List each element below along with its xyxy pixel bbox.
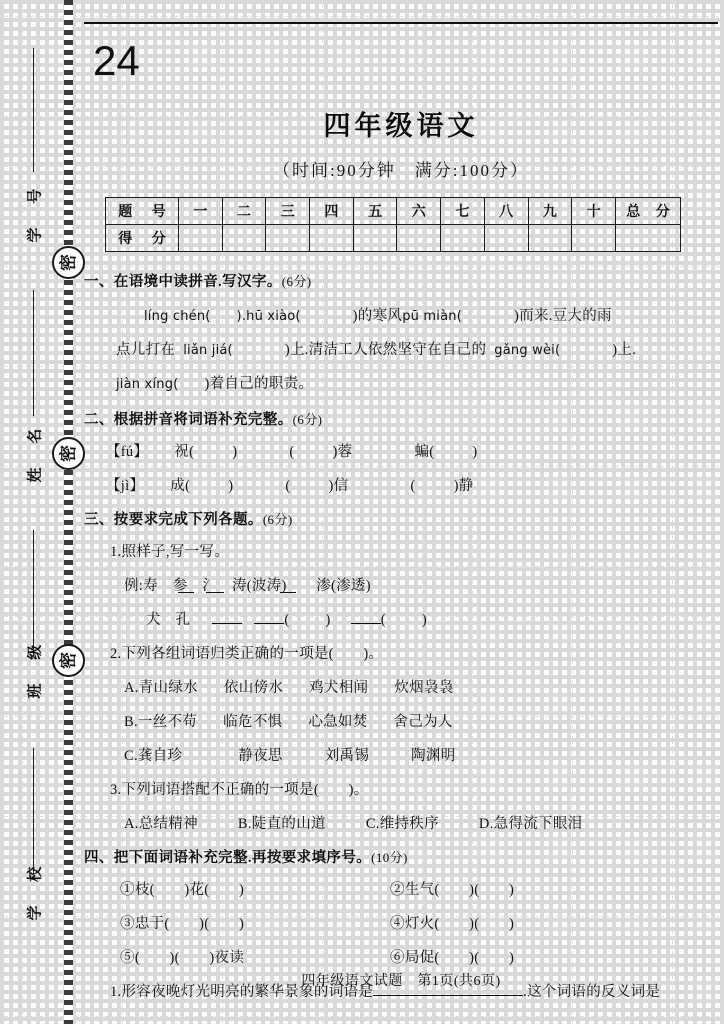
s2-r2-item2b: )信 (328, 478, 349, 494)
item-3-text[interactable]: 忠于( )( ) (134, 916, 245, 932)
score-cell-8[interactable] (484, 225, 528, 252)
answer-paren-1b: ) (325, 612, 331, 628)
s2-r2-item1: 成( (170, 478, 191, 494)
sidebar-label-name: 姓 名 (27, 418, 44, 483)
s2-r1-item2b: )蓉 (332, 444, 353, 460)
page-footer: 四年级语文试题 第1页(共6页) (301, 974, 501, 989)
score-cell-6[interactable] (397, 225, 441, 252)
score-table-col-3: 三 (266, 198, 310, 225)
section-4-item-5 (120, 946, 244, 967)
q2-a-item3: 鸡犬相闻 (309, 680, 369, 696)
s2-r1-item3: 蝙( (414, 444, 435, 460)
q2-a-item1: 青山绿水 (138, 680, 198, 696)
q2-c-item4: 陶渊明 (411, 748, 456, 764)
score-table-label-question: 题 号 (106, 198, 179, 225)
section-2-row-1 (106, 440, 478, 461)
section-4-title: 四、把下面词语补充完整.再按要求填序号。 (84, 850, 372, 866)
section-1-text-6: )着自己的职责。 (204, 376, 314, 392)
answer-blank-1[interactable] (212, 609, 242, 624)
grid-line-horizontal (0, 16, 724, 17)
item-5-text[interactable]: ( )( )夜读 (134, 950, 245, 966)
sidebar-label-class: 班 级 (27, 634, 44, 699)
section-2-row-2 (106, 474, 474, 495)
section-4-points: (10分) (371, 850, 408, 865)
q3-option-a: A.总结精神 (124, 816, 198, 832)
example-content: 寿 参 氵 涛(波涛) 渗(渗透) (143, 578, 371, 594)
grid-line-vertical (722, 0, 723, 1024)
section-3-q1-example (124, 574, 371, 595)
score-table-col-4: 四 (310, 198, 354, 225)
score-cell-10[interactable] (572, 225, 616, 252)
s2-r2-item2: ( (285, 478, 291, 494)
section-1-points: (6分) (281, 274, 312, 289)
exam-subtitle: （时间:90分钟 满分:100分） (273, 161, 529, 180)
score-cell-4[interactable] (310, 225, 354, 252)
section-1-line-2 (116, 338, 636, 359)
score-cell-7[interactable] (441, 225, 485, 252)
score-cell-1[interactable] (179, 225, 223, 252)
section-1-title: 一、在语境中读拼音.写汉字。 (84, 274, 282, 290)
pinyin-lingchen: líng chén( (144, 309, 211, 324)
page-title: 四年级语文 (323, 111, 479, 141)
s2-r1-item1b: ) (232, 444, 238, 460)
section-3-question-2: 2.下列各组词语归类正确的一项是( )。 (110, 646, 384, 662)
seal-mark-icon-1: 密 (52, 246, 85, 279)
section-3-heading (84, 508, 293, 529)
score-table-col-2: 二 (222, 198, 266, 225)
sidebar-rule-2 (33, 290, 34, 416)
answer-blank-3[interactable] (351, 609, 381, 624)
section-1-text-4: )上.清洁工人依然坚守在自己的 (284, 342, 487, 358)
q2-b-item2: 临危不惧 (223, 714, 283, 730)
section-3-q1-answer-row (146, 608, 427, 629)
q2-c-label: C. (124, 748, 138, 764)
pinyin-gangwei: gǎng wèi( (494, 343, 561, 358)
item-3-num: ③ (120, 916, 135, 932)
section-4-item-1 (120, 878, 244, 899)
item-1-text[interactable]: 枝( )花( ) (134, 882, 245, 898)
q3-option-b: B.陡直的山道 (237, 816, 326, 832)
section-3-q2-option-c (124, 744, 456, 765)
score-cell-3[interactable] (266, 225, 310, 252)
seal-mark-icon-2: 密 (52, 437, 85, 470)
score-cell-2[interactable] (222, 225, 266, 252)
section-3-q2-option-b (124, 710, 453, 731)
section-1-heading (84, 270, 312, 291)
section-3-question-3: 3.下列词语搭配不正确的一项是( )。 (110, 782, 369, 798)
sidebar-rule-1 (33, 48, 34, 172)
q2-a-label: A. (124, 680, 139, 696)
section-1-text-1: )的寒风 (352, 308, 403, 324)
score-cell-9[interactable] (528, 225, 572, 252)
score-table-col-1: 一 (179, 198, 223, 225)
section-3-q3-options (124, 812, 582, 833)
section-1-line-3 (116, 372, 313, 393)
pinyin-pumian: pū miàn( (402, 309, 462, 324)
section-4-item-3 (120, 912, 244, 933)
pinyin-huxiao: ).hū xiào( (236, 309, 301, 324)
section-3-question-1: 1.照样子,写一写。 (110, 544, 229, 560)
q2-c-item1: 龚自珍 (137, 748, 183, 764)
section-1-text-3: 点儿打在 (116, 342, 176, 358)
s2-r2-item1b: ) (228, 478, 234, 494)
pinyin-group-fu: 【fú】 (106, 444, 149, 460)
item-2-num: ② (390, 882, 405, 898)
item-5-num: ⑤ (120, 950, 135, 966)
q2-a-item2: 依山傍水 (223, 680, 284, 696)
s4-q1-text-b: .这个词语的反义词是 (523, 984, 661, 1000)
score-table (105, 197, 681, 252)
score-cell-total[interactable] (616, 225, 681, 252)
sealing-sidebar (0, 0, 84, 1024)
answer-paren-2: ( (380, 612, 386, 628)
score-cell-5[interactable] (353, 225, 397, 252)
q2-b-item4: 舍己为人 (393, 714, 453, 730)
seal-dashed-line (64, 0, 73, 1024)
answer-paren-2b: ) (421, 612, 427, 628)
section-3-q2-option-a (124, 676, 454, 697)
score-table-col-7: 七 (441, 198, 485, 225)
seal-mark-icon-3: 密 (52, 644, 85, 677)
q2-b-item3: 心急如焚 (308, 714, 368, 730)
section-1-line-1 (144, 304, 612, 325)
section-3-points: (6分) (262, 512, 293, 527)
sidebar-rule-4 (33, 748, 34, 874)
pinyin-jianxing: jiàn xíng( (116, 377, 179, 392)
example-label: 例: (124, 578, 144, 594)
q3-option-d: D.急得流下眼泪 (478, 816, 583, 832)
q2-a-item4: 炊烟袅袅 (394, 680, 454, 696)
score-table-col-6: 六 (397, 198, 441, 225)
section-3-title: 三、按要求完成下列各题。 (84, 512, 263, 528)
item-6-text[interactable]: 局促( )( ) (404, 950, 515, 966)
exam-content (84, 22, 718, 1022)
item-4-text[interactable]: 灯火( )( ) (404, 916, 515, 932)
section-4-item-2 (390, 878, 514, 899)
section-4-heading (84, 846, 408, 867)
section-4-item-4 (390, 912, 514, 933)
s2-r2-item3b: )静 (453, 478, 474, 494)
s2-r1-item2: ( (289, 444, 295, 460)
section-2-heading (84, 408, 322, 429)
section-1-text-5: )上. (612, 342, 637, 358)
answer-paren-1: ( (284, 612, 290, 628)
score-table-label-score: 得 分 (106, 225, 179, 252)
q2-c-item2: 静夜思 (238, 748, 283, 764)
s2-r2-item3: ( (410, 478, 416, 494)
item-4-num: ④ (390, 916, 405, 932)
pinyin-lianjia: liǎn jiá( (183, 343, 233, 358)
sidebar-label-student-number: 学 号 (27, 178, 44, 243)
section-2-title: 二、根据拼音将词语补充完整。 (84, 412, 293, 428)
s2-r1-item1: 祝( (174, 444, 195, 460)
pinyin-group-ji: 【jì】 (106, 478, 145, 494)
answer-chars: 犬 孔 (146, 612, 191, 628)
s4-q1-text-a: 1.形容夜晚灯光明亮的繁华景象的词语是 (110, 984, 374, 1000)
item-1-num: ① (120, 882, 135, 898)
table-row-scores (106, 225, 681, 252)
score-table-col-9: 九 (528, 198, 572, 225)
section-4-item-6 (390, 946, 514, 967)
item-2-text[interactable]: 生气( )( ) (404, 882, 515, 898)
answer-blank-2[interactable] (254, 609, 284, 624)
table-row-question-numbers (106, 198, 681, 225)
section-2-points: (6分) (292, 412, 323, 427)
example-underline-3 (280, 592, 296, 593)
q2-b-item1: 一丝不苟 (137, 714, 198, 730)
score-table-col-8: 八 (484, 198, 528, 225)
sidebar-label-school: 学 校 (27, 856, 44, 921)
score-table-col-5: 五 (353, 198, 397, 225)
q2-b-label: B. (124, 714, 138, 730)
score-table-total-label: 总 分 (616, 198, 681, 225)
example-underline-2 (206, 592, 224, 593)
score-table-col-10: 十 (572, 198, 616, 225)
q2-c-item3: 刘禹锡 (324, 748, 370, 764)
q3-option-c: C.维持秩序 (365, 816, 439, 832)
item-6-num: ⑥ (390, 950, 405, 966)
s2-r1-item3b: ) (472, 444, 478, 460)
example-underline-1 (178, 592, 194, 593)
paper-number: 24 (93, 37, 140, 84)
section-1-text-2: )而来.豆大的雨 (513, 308, 612, 324)
